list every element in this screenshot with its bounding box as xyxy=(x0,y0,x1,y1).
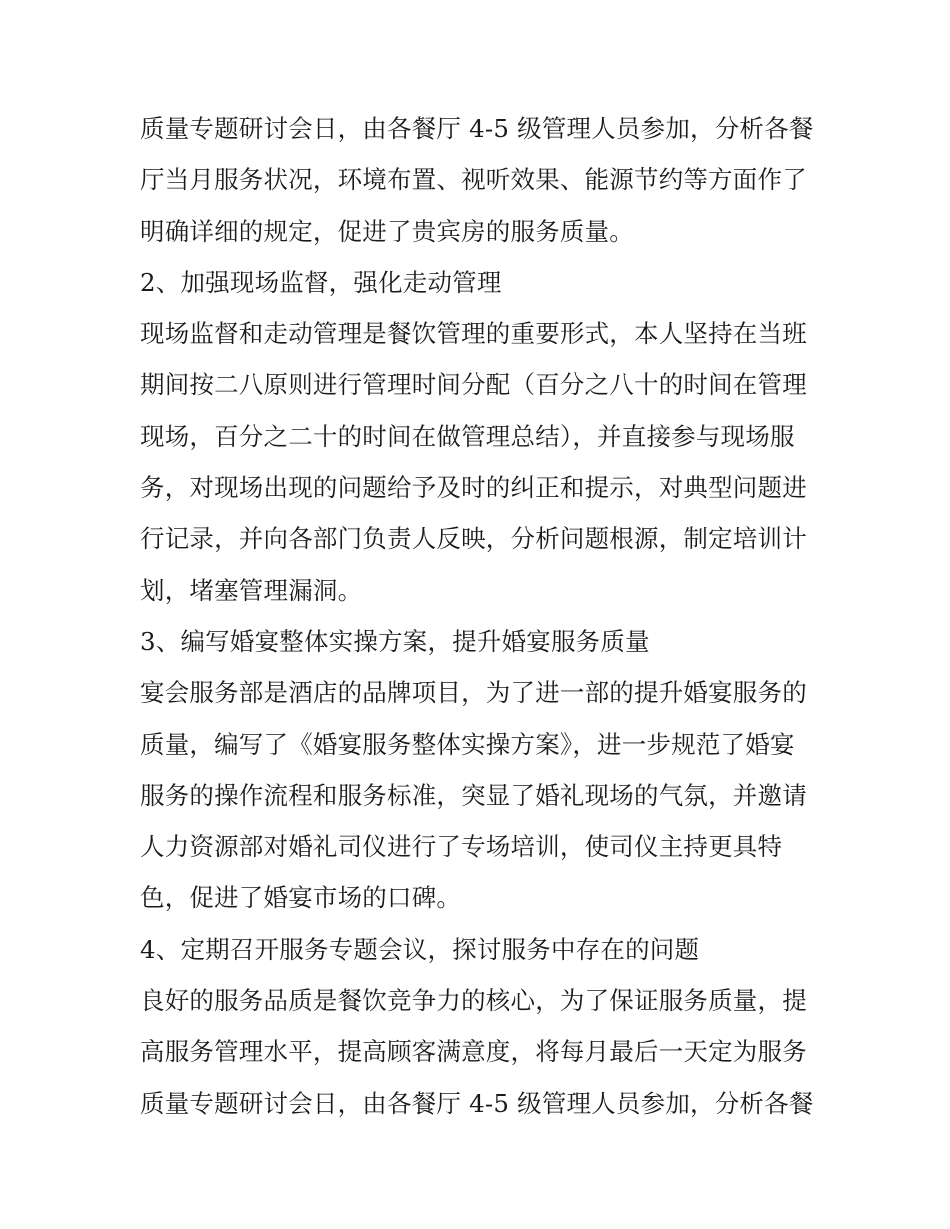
paragraph-line: 高服务管理水平，提高顾客满意度，将每月最后一天定为服务 xyxy=(140,1037,807,1067)
paragraph-line: 明确详细的规定，促进了贵宾房的服务质量。 xyxy=(140,216,634,246)
paragraph-line: 质量专题研讨会日，由各餐厅 4-5 级管理人员参加，分析各餐 xyxy=(140,114,814,143)
paragraph-line: 人力资源部对婚礼司仪进行了专场培训，使司仪主持更具特 xyxy=(140,832,783,862)
paragraph-line: 质量，编写了《婚宴服务整体实操方案》，进一步规范了婚宴 xyxy=(140,729,795,759)
section-heading: 2、加强现场监督，强化走动管理 xyxy=(140,267,502,297)
paragraph-line: 质量专题研讨会日，由各餐厅 4-5 级管理人员参加，分析各餐 xyxy=(140,1088,814,1118)
section-heading: 4、定期召开服务专题会议，探讨服务中存在的问题 xyxy=(140,934,700,964)
paragraph-line: 划，堵塞管理漏洞。 xyxy=(140,575,363,605)
document-body xyxy=(140,103,820,1129)
paragraph-line: 期间按二八原则进行管理时间分配（百分之八十的时间在管理 xyxy=(140,370,807,400)
paragraph-line: 良好的服务品质是餐饮竞争力的核心，为了保证服务质量，提 xyxy=(140,986,807,1016)
paragraph-line: 色，促进了婚宴市场的口碑。 xyxy=(140,883,462,913)
paragraph-line: 厅当月服务状况，环境布置、视听效果、能源节约等方面作了 xyxy=(140,165,807,195)
section-heading: 3、编写婚宴整体实操方案，提升婚宴服务质量 xyxy=(140,626,650,656)
paragraph-line: 务，对现场出现的问题给予及时的纠正和提示，对典型问题进 xyxy=(140,473,807,503)
paragraph-line: 现场，百分之二十的时间在做管理总结），并直接参与现场服 xyxy=(140,421,795,451)
paragraph-line: 宴会服务部是酒店的品牌项目，为了进一部的提升婚宴服务的 xyxy=(140,678,807,708)
paragraph-line: 行记录，并向各部门负责人反映，分析问题根源，制定培训计 xyxy=(140,524,807,554)
paragraph-line: 服务的操作流程和服务标准，突显了婚礼现场的气氛，并邀请 xyxy=(140,780,807,810)
paragraph-line: 现场监督和走动管理是餐饮管理的重要形式，本人坚持在当班 xyxy=(140,319,807,349)
